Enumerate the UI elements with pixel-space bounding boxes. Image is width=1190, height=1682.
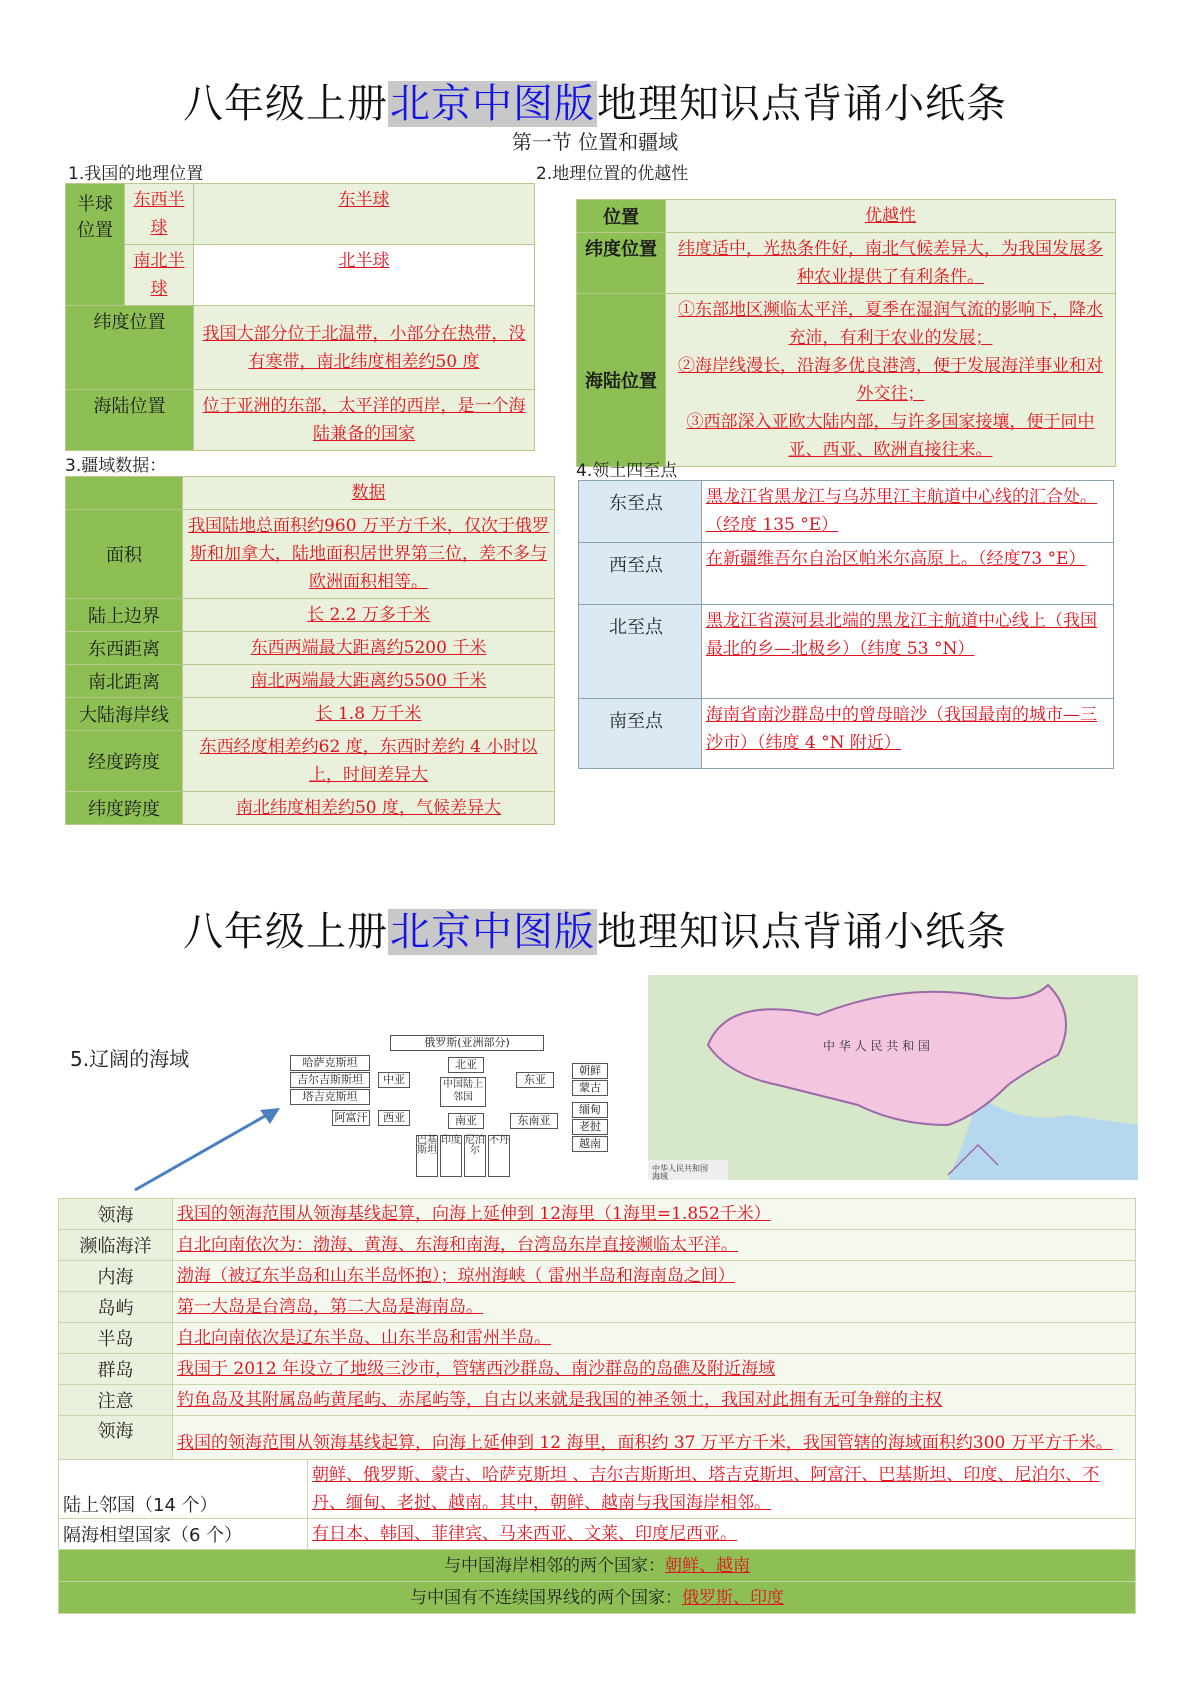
land-neighbors-value: 朝鲜、俄罗斯、蒙古、哈萨克斯坦 、吉尔吉斯斯坦、塔吉克斯坦、阿富汗、巴基斯坦、印度、尼泊尔、不丹、缅甸、老挝、越南。其中，朝鲜、越南与我国海岸相邻。: [308, 1460, 1136, 1519]
sea-label: 注意: [59, 1385, 173, 1416]
sea-value: 我国的领海范围从领海基线起算，向海上延伸到 12海里（1海里=1.852千米）: [173, 1199, 1136, 1230]
extreme-label: 北至点: [579, 605, 702, 699]
china-map: [648, 975, 1138, 1180]
lat-value: 我国大部分位于北温带，小部分在热带，没有寒带，南北纬度相差约50 度: [194, 306, 535, 390]
diagram-east-item: 朝鲜: [572, 1063, 608, 1079]
pointer-arrow-icon: [120, 1100, 300, 1200]
diagram-south-item: 印度: [440, 1135, 462, 1177]
section-subtitle: 第一节 位置和疆域: [511, 130, 679, 154]
territory-label: 南北距离: [66, 665, 183, 698]
sealand-value: 位于亚洲的东部，太平洋的西岸，是一个海陆兼备的国家: [194, 390, 535, 451]
sea-area-table: [58, 1198, 1136, 1470]
territory-label: 面积: [66, 510, 183, 599]
map-label: 中 华 人 民 共 和 国: [823, 1039, 930, 1053]
diagram-russia: 俄罗斯(亚洲部分): [390, 1035, 544, 1051]
diagram-south-item: 巴基斯坦: [416, 1135, 438, 1177]
geo-position-table: [65, 183, 535, 451]
sea-value: 我国于 2012 年设立了地级三沙市，管辖西沙群岛、南沙群岛的岛礁及附近海域: [173, 1354, 1136, 1385]
sec4-heading: 4.领土四至点: [576, 461, 678, 481]
diagram-se-item: 老挝: [572, 1119, 608, 1135]
extremes-table: [578, 480, 1114, 769]
sea-label: 领海: [59, 1199, 173, 1230]
coastal-neighbors-row: [59, 1550, 1136, 1582]
discontinuous-border-text: 与中国有不连续国界线的两个国家：: [410, 1588, 682, 1608]
title-highlight: 北京中图版: [390, 81, 595, 127]
territory-corner: [66, 477, 183, 510]
lat-label: 纬度位置: [66, 306, 194, 390]
sec1-heading: 1.我国的地理位置: [68, 164, 204, 184]
title-prefix: 八年级上册: [183, 909, 388, 955]
advantage-table: [576, 199, 1116, 467]
sea-value: 自北向南依次是辽东半岛、山东半岛和雷州半岛。: [173, 1323, 1136, 1354]
sec5-heading: 5.辽阔的海域: [70, 1047, 190, 1071]
sea-value: 第一大岛是台湾岛，第二大岛是海南岛。: [173, 1292, 1136, 1323]
diagram-south-item: 不丹: [488, 1135, 510, 1177]
territory-value: 东西两端最大距离约5200 千米: [183, 632, 555, 665]
diagram-east-item: 蒙古: [572, 1080, 608, 1096]
ew-label: 东西半球: [125, 184, 194, 245]
adv-sea-label: 海陆位置: [577, 294, 666, 467]
title-suffix: 地理知识点背诵小纸条: [597, 909, 1007, 955]
sea-value: 我国的领海范围从领海基线起算，向海上延伸到 12 海里，面积约 37 万平方千米，我国管辖的海域面积约300 万平方千米。: [173, 1416, 1136, 1470]
sealand-label: 海陆位置: [66, 390, 194, 451]
ns-label: 南北半球: [125, 245, 194, 306]
adv-sea-values: [666, 294, 1116, 467]
territory-value: 东西经度相差约62 度，东西时差约 4 小时以上，时间差异大: [183, 731, 555, 792]
sea-neighbors-value: 有日本、韩国、菲律宾、马来西亚、文莱、印度尼西亚。: [308, 1519, 1136, 1550]
diagram-left-item: 哈萨克斯坦: [290, 1055, 370, 1071]
land-neighbors-label: 陆上邻国（14 个）: [59, 1460, 308, 1519]
sea-value: 自北向南依次为：渤海、黄海、东海和南海，台湾岛东岸直接濒临太平洋。: [173, 1230, 1136, 1261]
territory-label: 纬度跨度: [66, 792, 183, 825]
sec3-heading: 3.疆域数据：: [65, 456, 167, 476]
map-legend-item: 海域: [652, 1172, 668, 1180]
hemi-label: 半球位置: [66, 184, 125, 306]
diagram-east: 东亚: [516, 1072, 554, 1088]
title-highlight: 北京中图版: [390, 909, 595, 955]
neighbors-table: [58, 1459, 1136, 1614]
territory-col-data: 数据: [183, 477, 555, 510]
diagram-south-item: 尼泊尔: [464, 1135, 486, 1177]
territory-value: 南北纬度相差约50 度，气候差异大: [183, 792, 555, 825]
adv-col-position: 位置: [577, 200, 666, 233]
extreme-label: 西至点: [579, 543, 702, 605]
extreme-label: 东至点: [579, 481, 702, 543]
extreme-value: 海南省南沙群岛中的曾母暗沙（我国最南的城市—三沙市）（纬度 4 °N 附近）: [702, 699, 1114, 769]
discontinuous-border-row: [59, 1582, 1136, 1614]
china-map-graphic: [648, 975, 1138, 1180]
sea-label: 领海: [59, 1416, 173, 1470]
diagram-china: 中国陆上邻国: [440, 1077, 486, 1107]
diagram-afghan: 阿富汗: [332, 1110, 370, 1126]
neighbors-diagram: [290, 1035, 620, 1180]
map-legend-item: 中华人民共和国: [652, 1164, 708, 1173]
sea-value: 钓鱼岛及其附属岛屿黄尾屿、赤尾屿等，自古以来就是我国的神圣领土，我国对此拥有无可争辩的主权: [173, 1385, 1136, 1416]
diagram-west: 西亚: [378, 1110, 410, 1126]
ns-value: 北半球: [194, 245, 535, 306]
territory-label: 陆上边界: [66, 599, 183, 632]
extreme-label: 南至点: [579, 699, 702, 769]
diagram-se-item: 越南: [572, 1136, 608, 1152]
diagram-left-item: 吉尔吉斯斯坦: [290, 1072, 370, 1088]
territory-value: 南北两端最大距离约5500 千米: [183, 665, 555, 698]
diagram-south: 南亚: [448, 1113, 484, 1129]
title-suffix: 地理知识点背诵小纸条: [597, 81, 1007, 127]
sea-label: 内海: [59, 1261, 173, 1292]
territory-label: 东西距离: [66, 632, 183, 665]
diagram-north: 北亚: [448, 1057, 484, 1073]
diagram-central: 中亚: [378, 1072, 410, 1088]
diagram-se-item: 缅甸: [572, 1102, 608, 1118]
territory-value: 长 1.8 万千米: [183, 698, 555, 731]
extreme-value: 黑龙江省漠河县北端的黑龙江主航道中心线上（我国最北的乡—北极乡）（纬度 53 °N）: [702, 605, 1114, 699]
page-title: [0, 72, 1190, 129]
diagram-left-item: 塔吉克斯坦: [290, 1089, 370, 1105]
adv-sea-item: ③西部深入亚欧大陆内部，与许多国家接壤，便于同中亚、西亚、欧洲直接往来。: [686, 412, 1095, 460]
territory-label: 大陆海岸线: [66, 698, 183, 731]
sec2-heading: 2.地理位置的优越性: [536, 164, 689, 184]
sea-value: 渤海（被辽东半岛和山东半岛怀抱）；琼州海峡（ 雷州半岛和海南岛之间）: [173, 1261, 1136, 1292]
ew-value: 东半球: [194, 184, 535, 245]
coastal-neighbors-text: 与中国海岸相邻的两个国家：: [444, 1556, 665, 1576]
sea-label: 岛屿: [59, 1292, 173, 1323]
adv-lat-value: 纬度适中，光热条件好，南北气候差异大，为我国发展多种农业提供了有利条件。: [666, 233, 1116, 294]
sea-label: 半岛: [59, 1323, 173, 1354]
diagram-southeast: 东南亚: [510, 1113, 558, 1129]
adv-col-advantage: 优越性: [666, 200, 1116, 233]
title-prefix: 八年级上册: [183, 81, 388, 127]
sea-label: 群岛: [59, 1354, 173, 1385]
territory-value: 长 2.2 万多千米: [183, 599, 555, 632]
coastal-neighbors-value: 朝鲜、越南: [665, 1556, 750, 1576]
territory-value: 我国陆地总面积约960 万平方千米，仅次于俄罗斯和加拿大，陆地面积居世界第三位，差不多与欧洲面积相等。: [183, 510, 555, 599]
adv-sea-item: ①东部地区濒临太平洋，夏季在湿润气流的影响下，降水充沛，有利于农业的发展；: [678, 300, 1103, 348]
extreme-value: 在新疆维吾尔自治区帕米尔高原上。（经度73 °E）: [702, 543, 1114, 605]
sea-label: 濒临海洋: [59, 1230, 173, 1261]
sea-neighbors-label: 隔海相望国家（6 个）: [59, 1519, 308, 1550]
adv-lat-label: 纬度位置: [577, 233, 666, 294]
territory-table: [65, 476, 555, 825]
territory-label: 经度跨度: [66, 731, 183, 792]
discontinuous-border-value: 俄罗斯、印度: [682, 1588, 784, 1608]
page2-title: [0, 900, 1190, 957]
adv-sea-item: ②海岸线漫长，沿海多优良港湾，便于发展海洋事业和对外交往；: [678, 356, 1103, 404]
extreme-value: 黑龙江省黑龙江与乌苏里江主航道中心线的汇合处。（经度 135 °E）: [702, 481, 1114, 543]
